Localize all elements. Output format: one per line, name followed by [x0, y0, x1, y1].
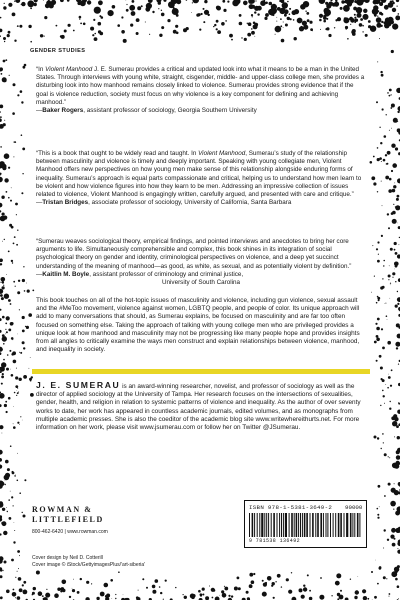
- quote-open: “This is a book that ought to be widely read and taught. In: [36, 150, 199, 157]
- cover-credits: [32, 555, 145, 569]
- barcode-digits: 9 781538 136492: [249, 538, 301, 544]
- quote-title: Violent Manhood: [198, 150, 246, 157]
- publisher-logo: [32, 505, 104, 525]
- quote-text: , Sumerau’s study of the relationship between masculinity and violence is timely and deeply important. Speaking with young collegiate men, Violent Manhood offers new perspectives on how young men make sense of this relationship alongside enduring forms of inequality. Sumerau’s approach is equal parts compassionate and critical, helping us to understand how men learn to be violent and how violence figures into how they learn to be men. Addressing an impressive collection of issues related to violence, Violent Manhood is engagingly written, carefully argued, and presented with care and critique.”: [36, 150, 362, 199]
- blurb-quote-3: “Sumerau weaves sociological theory, empirical findings, and pointed interviews and anecdotes to bring her core arguments to life. Simultaneously comprehensible and complex, this book shines in its integration of social psychological theory on gender and identity, criminological perspectives on violence, and a deep yet succinct understanding of the meaning of manhood—as good, as white, as sexual, and as potentially violent by definition.” —Kaitlin M. Boyle, assistant professor of criminology and criminal justice, University of South Carolina: [36, 238, 366, 287]
- author-bio: [36, 381, 366, 432]
- quote-affiliation: , associate professor of sociology, University of California, Santa Barbara: [88, 199, 292, 207]
- blurb-quote-2: “This is a book that ought to be widely read and taught. In Violent Manhood, Sumerau’s study of the relationship between masculinity and violence is timely and deeply important. Speaking with young collegiate men, Violent Manhood offers new perspectives on how young men make sense of this relationship alongside enduring forms of inequality. Sumerau’s approach is equal parts compassionate and critical, helping us to understand how men learn to be violent and how violence figures into how they learn to be men. Addressing an impressive collection of issues related to violence, Violent Manhood is engagingly written, carefully argued, and presented with care and critique.” —Tristan Bridges, associate professor of sociology, University of California, Santa Barbara: [36, 150, 362, 207]
- cover-design-credit: Cover design by Neil D. Cotterill: [32, 555, 103, 561]
- quote-author: Baker Rogers: [42, 107, 84, 115]
- quote-text: J. E. Sumerau provides a critical and updated look into what it means to be a man in the United States. Through interviews with young white, straight, cisgender, middle- and upper-class college men, she provides a disturbing look into how manhood remains closely linked to violence. Sumerau provides strong evidence that if the goal is violence reduction, society must focus on why violence is a key component for defining and achieving manhood.”: [36, 66, 365, 106]
- isbn-barcode: [244, 500, 367, 548]
- author-bio-text: is an award-winning researcher, novelist, and professor of sociology as well as the director of applied sociology at the University of Tampa. Her research focuses on the intersections of sexualities, gender, health, and religion in relation to systemic patterns of violence and inequality. As the author of over seventy works to date, her work has appeared in countless academic journals, edited volumes, and as monographs from multiple academic presses. She is also the coeditor of the academic blog site www.writewhereithurts.net. For more information on her work, please visit www.jsumerau.com or follow her on Twitter @JSumerau.: [36, 383, 361, 432]
- quote-affiliation: , assistant professor of criminology and criminal justice,: [89, 270, 244, 278]
- price-code: 90000: [345, 504, 363, 511]
- category-label: GENDER STUDIES: [30, 48, 86, 54]
- publisher-logo-line-1: ROWMAN &: [32, 505, 93, 514]
- quote-author: Kaitlin M. Boyle: [42, 270, 90, 278]
- quote-title: Violent Manhood: [45, 66, 93, 73]
- book-summary: This book touches on all of the hot-topic issues of masculinity and violence, including gun violence, sexual assault and the #MeToo movement, violence against women, LGBTQ people, and people of color. Its unique approach will add to many conversations that should, as Sumerau explains, be focused on masculinity and are far too often focused on something else. Taking the approach of talking with young college men who are privileged provides a unique look at how manhood and masculinity may not be progressing like many people hope and provides insights from all angles to critically examine the ways men construct and explain relationships between violence, manhood, and inequality in society.: [36, 297, 360, 354]
- blurb-quote-1: “In Violent Manhood J. E. Sumerau provides a critical and updated look into what it means to be a man in the United States. Through interviews with young white, straight, cisgender, middle- and upper-class college men, she provides a disturbing look into how manhood remains closely linked to violence. Sumerau provides strong evidence that if the goal is violence reduction, society must focus on why violence is a key component for defining and achieving manhood.” —Baker Rogers, assistant professor of sociology, Georgia Southern University: [36, 66, 365, 115]
- author-name: J. E. SUMERAU: [36, 380, 121, 390]
- quote-open: “In: [36, 66, 46, 73]
- quote-author: Tristan Bridges: [42, 199, 89, 207]
- accent-rule: [32, 369, 370, 374]
- quote-affiliation-cont: University of South Carolina: [161, 279, 241, 287]
- quote-affiliation: , assistant professor of sociology, Georgia Southern University: [83, 107, 257, 115]
- quote-text: “Sumerau weaves sociological theory, empirical findings, and pointed interviews and anecdotes to bring her core arguments to life. Simultaneously comprehensible and complex, this book shines in its integration of social psychological theory on gender and identity, criminological perspectives on violence, and a deep yet succinct understanding of the meaning of manhood—as good, as white, as sexual, and as potentially violent by definition.”: [36, 238, 352, 270]
- isbn-number: ISBN 978-1-5381-3649-2: [249, 504, 333, 511]
- barcode-bars: [249, 513, 362, 537]
- cover-image-credit: Cover image © iStock/GettyimagesPlus/'art-siberia': [32, 562, 146, 568]
- publisher-logo-line-2: LITTLEFIELD: [32, 515, 104, 524]
- publisher-contact: 800-462-6420 | www.rowman.com: [32, 529, 108, 535]
